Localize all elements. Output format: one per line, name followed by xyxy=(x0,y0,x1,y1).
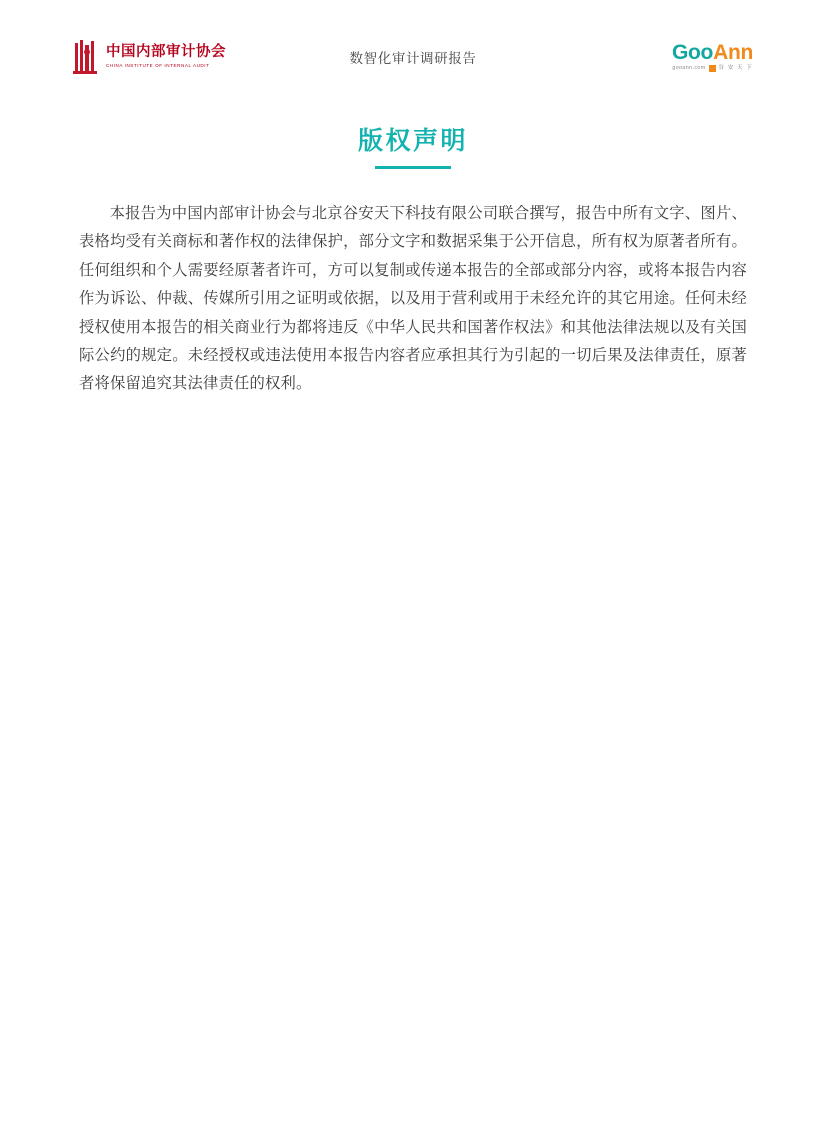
cia-name-en: CHINA INSTITUTE OF INTERNAL AUDIT xyxy=(106,62,210,68)
cia-logo xyxy=(73,40,226,74)
page-title: 版权声明 xyxy=(357,127,468,155)
gooann-word-goo: Goo xyxy=(671,41,714,64)
copyright-statement-paragraph: 本报告为中国内部审计协会与北京谷安天下科技有限公司联合撰写，报告中所有文字、图片、表格均受有关商标和著作权的法律保护，部分文字和数据采集于公开信息，所有权为原著者所有。任何组织和个人需要经原著者许可，方可以复制或传递本报告的全部或部分内容，或将本报告内容作为诉讼、仲裁、传媒所引用之证明或依据，以及用于营利或用于未经允许的其它用途。任何未经授权使用本报告的相关商业行为都将违反《中华人民共和国著作权法》和其他法律法规以及有关国际公约的规定。未经授权或违法使用本报告内容者应承担其行为引起的一切后果及法律责任，原著者将保留追究其法律责任的权利。 xyxy=(79,205,747,393)
page-title-block xyxy=(0,126,826,169)
gooann-subtitle xyxy=(672,65,753,72)
page-header xyxy=(73,34,753,80)
cia-emblem-icon xyxy=(73,40,99,74)
gooann-logo xyxy=(672,42,753,72)
title-underline xyxy=(375,166,451,169)
header-center-title: 数智化审计调研报告 xyxy=(349,51,477,66)
gooann-wordmark xyxy=(672,42,753,63)
gooann-tagline-cn: 谷 安 天 下 xyxy=(718,64,753,71)
gooann-domain: gooann.com xyxy=(672,64,706,71)
cia-logo-text xyxy=(106,45,226,68)
gooann-word-ann: Ann xyxy=(713,41,753,64)
gooann-square-icon xyxy=(709,65,716,72)
cia-name-cn: 中国内部审计协会 xyxy=(106,44,226,61)
